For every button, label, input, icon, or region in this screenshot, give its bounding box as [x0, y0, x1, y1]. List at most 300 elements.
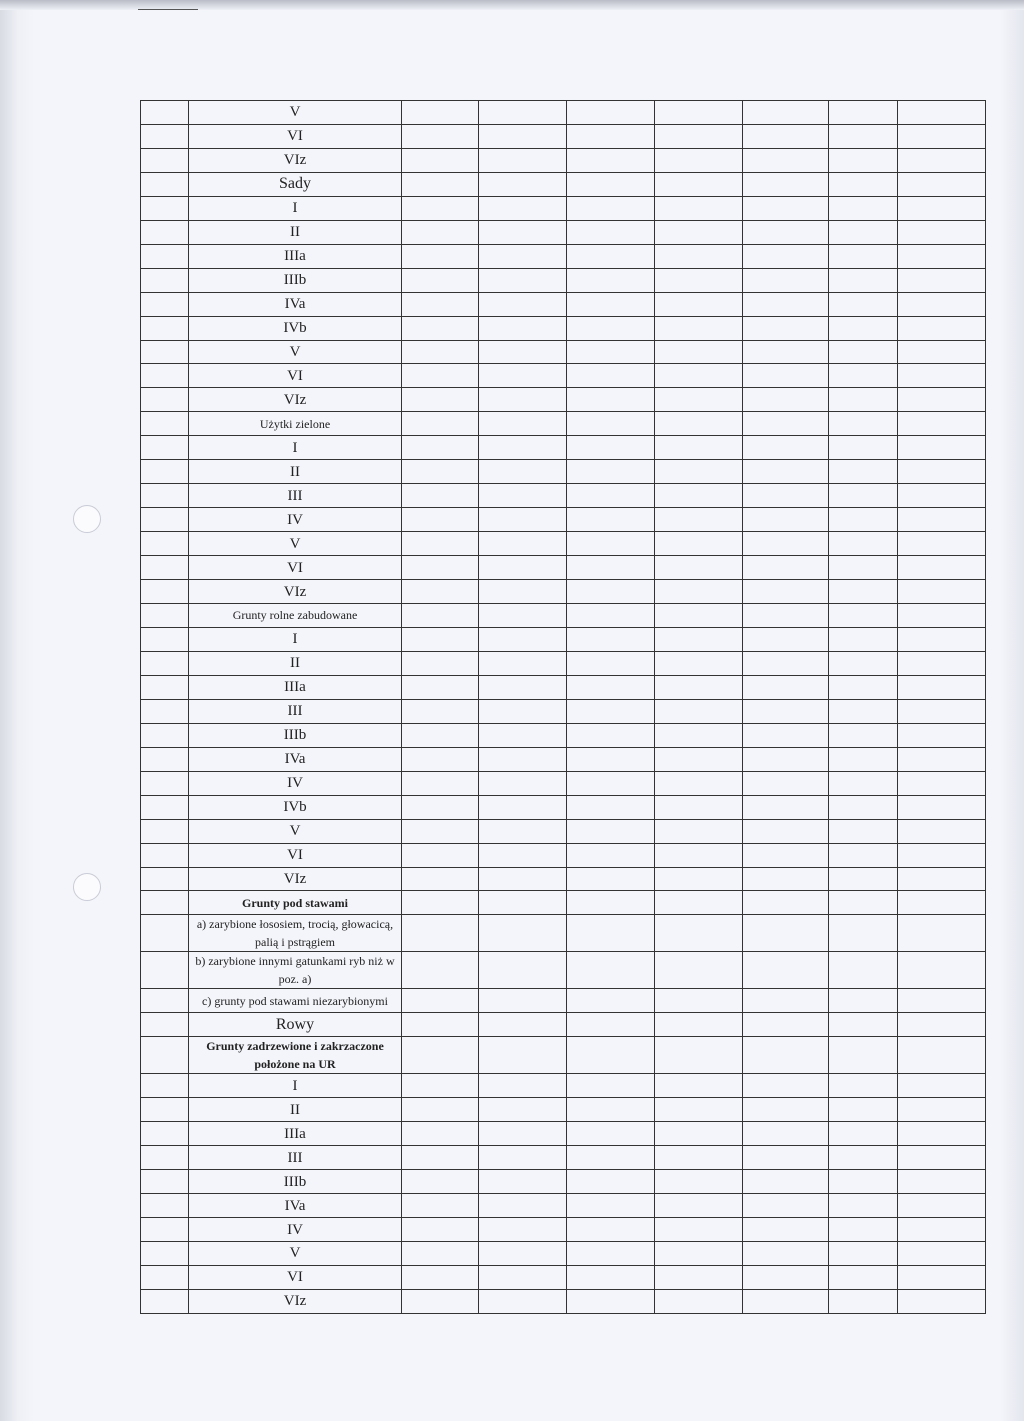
empty-value-cell [655, 508, 743, 532]
empty-value-cell [567, 627, 655, 651]
row-label: I [292, 631, 298, 648]
empty-value-cell [829, 148, 898, 172]
empty-value-cell [655, 556, 743, 580]
empty-value-cell [567, 747, 655, 771]
empty-value-cell [479, 172, 567, 196]
table-row [141, 723, 986, 747]
row-label-cell [189, 436, 402, 460]
empty-value-cell [743, 508, 829, 532]
empty-value-cell [829, 172, 898, 196]
row-label-cell [189, 651, 402, 675]
empty-value-cell [402, 1218, 479, 1242]
empty-value-cell [567, 532, 655, 556]
row-label-cell [189, 244, 402, 268]
row-label-cell [189, 532, 402, 556]
row-number-cell [141, 101, 189, 125]
empty-value-cell [567, 1170, 655, 1194]
empty-value-cell [479, 580, 567, 604]
empty-value-cell [655, 867, 743, 891]
empty-value-cell [743, 436, 829, 460]
row-number-cell [141, 148, 189, 172]
row-label-cell [189, 580, 402, 604]
empty-value-cell [567, 460, 655, 484]
table-row [141, 819, 986, 843]
empty-value-cell [567, 196, 655, 220]
empty-value-cell [479, 124, 567, 148]
row-label: V [289, 823, 301, 840]
row-label: Grunty rolne zabudowane [232, 608, 358, 623]
empty-value-cell [479, 1074, 567, 1098]
empty-value-cell [567, 388, 655, 412]
table-row [141, 580, 986, 604]
empty-value-cell [402, 412, 479, 436]
empty-value-cell [898, 952, 986, 989]
empty-value-cell [479, 244, 567, 268]
empty-value-cell [898, 412, 986, 436]
empty-value-cell [402, 795, 479, 819]
empty-value-cell [479, 1122, 567, 1146]
row-number-cell [141, 627, 189, 651]
empty-value-cell [402, 580, 479, 604]
empty-value-cell [898, 915, 986, 952]
empty-value-cell [479, 867, 567, 891]
row-number-cell [141, 1170, 189, 1194]
empty-value-cell [402, 556, 479, 580]
empty-value-cell [829, 867, 898, 891]
table-row [141, 532, 986, 556]
empty-value-cell [829, 1218, 898, 1242]
row-label: V [289, 535, 301, 552]
empty-value-cell [567, 771, 655, 795]
row-label-cell [189, 699, 402, 723]
empty-value-cell [743, 1146, 829, 1170]
table-row [141, 627, 986, 651]
empty-value-cell [743, 747, 829, 771]
empty-value-cell [567, 1289, 655, 1313]
row-label: III [287, 487, 303, 504]
row-label: IVb [283, 799, 307, 816]
empty-value-cell [743, 891, 829, 915]
row-label: IVa [284, 751, 306, 768]
empty-value-cell [898, 460, 986, 484]
row-label-cell [189, 1194, 402, 1218]
empty-value-cell [743, 532, 829, 556]
empty-value-cell [567, 484, 655, 508]
row-number-cell [141, 891, 189, 915]
empty-value-cell [655, 1037, 743, 1074]
table-row [141, 1146, 986, 1170]
table-row [141, 795, 986, 819]
empty-value-cell [402, 1170, 479, 1194]
row-label-cell [189, 148, 402, 172]
row-label-cell [189, 196, 402, 220]
empty-value-cell [655, 989, 743, 1013]
empty-value-cell [655, 1218, 743, 1242]
row-label-cell [189, 1037, 402, 1074]
empty-value-cell [479, 148, 567, 172]
row-label: V [289, 104, 301, 121]
empty-value-cell [655, 1194, 743, 1218]
row-label: III [287, 1149, 303, 1166]
empty-value-cell [402, 1146, 479, 1170]
empty-value-cell [479, 1265, 567, 1289]
row-label: IV [287, 775, 303, 792]
empty-value-cell [829, 1265, 898, 1289]
table-row [141, 771, 986, 795]
empty-value-cell [829, 989, 898, 1013]
empty-value-cell [829, 747, 898, 771]
empty-value-cell [567, 891, 655, 915]
empty-value-cell [567, 989, 655, 1013]
row-label: Sady [279, 175, 311, 193]
empty-value-cell [567, 952, 655, 989]
empty-value-cell [402, 268, 479, 292]
table-row [141, 891, 986, 915]
row-number-cell [141, 1194, 189, 1218]
empty-value-cell [479, 484, 567, 508]
empty-value-cell [479, 220, 567, 244]
row-label: IV [287, 511, 303, 528]
table-row [141, 1098, 986, 1122]
table-row [141, 1074, 986, 1098]
table-row [141, 484, 986, 508]
empty-value-cell [829, 795, 898, 819]
empty-value-cell [567, 867, 655, 891]
row-label-cell [189, 1146, 402, 1170]
row-number-cell [141, 1146, 189, 1170]
empty-value-cell [829, 460, 898, 484]
empty-value-cell [655, 484, 743, 508]
empty-value-cell [402, 1265, 479, 1289]
row-label-cell [189, 1122, 402, 1146]
empty-value-cell [898, 651, 986, 675]
empty-value-cell [402, 1241, 479, 1265]
empty-value-cell [567, 795, 655, 819]
empty-value-cell [655, 340, 743, 364]
empty-value-cell [898, 627, 986, 651]
table-row [141, 364, 986, 388]
empty-value-cell [479, 388, 567, 412]
empty-value-cell [655, 651, 743, 675]
table-row [141, 952, 986, 989]
empty-value-cell [898, 292, 986, 316]
empty-value-cell [655, 843, 743, 867]
empty-value-cell [829, 819, 898, 843]
empty-value-cell [743, 952, 829, 989]
empty-value-cell [567, 819, 655, 843]
empty-value-cell [898, 675, 986, 699]
row-label-cell [189, 172, 402, 196]
empty-value-cell [743, 1122, 829, 1146]
empty-value-cell [829, 1241, 898, 1265]
empty-value-cell [567, 580, 655, 604]
empty-value-cell [402, 747, 479, 771]
row-label: VI [287, 559, 303, 576]
row-number-cell [141, 675, 189, 699]
row-label-cell [189, 1289, 402, 1313]
empty-value-cell [898, 196, 986, 220]
empty-value-cell [898, 1098, 986, 1122]
table-row [141, 1122, 986, 1146]
empty-value-cell [655, 952, 743, 989]
table-row [141, 675, 986, 699]
empty-value-cell [655, 388, 743, 412]
empty-value-cell [898, 532, 986, 556]
row-number-cell [141, 268, 189, 292]
empty-value-cell [898, 1265, 986, 1289]
row-label-cell [189, 952, 402, 989]
empty-value-cell [567, 1146, 655, 1170]
empty-value-cell [402, 172, 479, 196]
row-label: III [287, 703, 303, 720]
row-label-cell [189, 484, 402, 508]
empty-value-cell [402, 989, 479, 1013]
empty-value-cell [829, 340, 898, 364]
empty-value-cell [743, 819, 829, 843]
empty-value-cell [898, 1013, 986, 1037]
empty-value-cell [402, 364, 479, 388]
row-label-cell [189, 604, 402, 628]
row-label: IVa [284, 296, 306, 313]
empty-value-cell [829, 101, 898, 125]
empty-value-cell [743, 172, 829, 196]
empty-value-cell [829, 484, 898, 508]
table-row [141, 1289, 986, 1313]
empty-value-cell [655, 316, 743, 340]
empty-value-cell [829, 1122, 898, 1146]
empty-value-cell [655, 1265, 743, 1289]
row-number-cell [141, 1037, 189, 1074]
empty-value-cell [479, 508, 567, 532]
empty-value-cell [567, 556, 655, 580]
empty-value-cell [567, 1074, 655, 1098]
row-label: VIz [283, 391, 307, 408]
empty-value-cell [898, 1194, 986, 1218]
row-label-cell [189, 364, 402, 388]
empty-value-cell [479, 101, 567, 125]
empty-value-cell [402, 388, 479, 412]
empty-value-cell [898, 843, 986, 867]
row-number-cell [141, 364, 189, 388]
row-label-cell [189, 723, 402, 747]
row-label-cell [189, 556, 402, 580]
row-number-cell [141, 1218, 189, 1242]
empty-value-cell [743, 340, 829, 364]
row-label-cell [189, 819, 402, 843]
row-label-cell [189, 1265, 402, 1289]
empty-value-cell [743, 268, 829, 292]
row-label: IIIa [284, 1125, 306, 1142]
empty-value-cell [655, 244, 743, 268]
empty-value-cell [743, 1218, 829, 1242]
empty-value-cell [402, 292, 479, 316]
row-number-cell [141, 1122, 189, 1146]
empty-value-cell [898, 244, 986, 268]
empty-value-cell [898, 316, 986, 340]
table-row [141, 101, 986, 125]
empty-value-cell [479, 1146, 567, 1170]
empty-value-cell [898, 1122, 986, 1146]
row-label: I [292, 200, 298, 217]
empty-value-cell [479, 747, 567, 771]
row-number-cell [141, 292, 189, 316]
row-number-cell [141, 388, 189, 412]
empty-value-cell [402, 196, 479, 220]
empty-value-cell [655, 1013, 743, 1037]
table-row [141, 340, 986, 364]
table-row [141, 316, 986, 340]
empty-value-cell [743, 1074, 829, 1098]
empty-value-cell [829, 364, 898, 388]
empty-value-cell [479, 1170, 567, 1194]
row-number-cell [141, 651, 189, 675]
empty-value-cell [898, 340, 986, 364]
empty-value-cell [743, 1013, 829, 1037]
row-label: V [289, 1245, 301, 1262]
punch-hole-lower [73, 873, 101, 901]
table-row [141, 1170, 986, 1194]
row-label: I [292, 1077, 298, 1094]
empty-value-cell [655, 1098, 743, 1122]
empty-value-cell [829, 220, 898, 244]
empty-value-cell [829, 1289, 898, 1313]
empty-value-cell [479, 460, 567, 484]
empty-value-cell [829, 508, 898, 532]
empty-value-cell [743, 989, 829, 1013]
table-row [141, 196, 986, 220]
empty-value-cell [479, 651, 567, 675]
empty-value-cell [829, 556, 898, 580]
empty-value-cell [402, 1074, 479, 1098]
empty-value-cell [655, 196, 743, 220]
empty-value-cell [898, 1037, 986, 1074]
empty-value-cell [743, 795, 829, 819]
empty-value-cell [743, 148, 829, 172]
empty-value-cell [567, 268, 655, 292]
empty-value-cell [479, 1241, 567, 1265]
empty-value-cell [898, 795, 986, 819]
empty-value-cell [743, 604, 829, 628]
row-label-cell [189, 891, 402, 915]
row-number-cell [141, 604, 189, 628]
empty-value-cell [567, 148, 655, 172]
empty-value-cell [479, 1194, 567, 1218]
row-label: VIz [283, 583, 307, 600]
table-row [141, 604, 986, 628]
row-number-cell [141, 819, 189, 843]
row-number-cell [141, 1289, 189, 1313]
empty-value-cell [655, 891, 743, 915]
empty-value-cell [402, 460, 479, 484]
empty-value-cell [743, 1194, 829, 1218]
empty-value-cell [479, 556, 567, 580]
land-classification-table [140, 100, 985, 1310]
row-label-cell [189, 340, 402, 364]
empty-value-cell [479, 699, 567, 723]
empty-value-cell [655, 723, 743, 747]
row-label: II [290, 224, 300, 241]
table-row [141, 1037, 986, 1074]
table-row [141, 460, 986, 484]
empty-value-cell [743, 292, 829, 316]
row-label: Grunty pod stawami [241, 895, 348, 910]
row-label-cell [189, 1241, 402, 1265]
empty-value-cell [743, 843, 829, 867]
table-row [141, 508, 986, 532]
empty-value-cell [567, 101, 655, 125]
table-body [141, 101, 986, 1314]
row-label-cell [189, 1098, 402, 1122]
empty-value-cell [898, 891, 986, 915]
empty-value-cell [402, 1037, 479, 1074]
row-number-cell [141, 1013, 189, 1037]
empty-value-cell [829, 675, 898, 699]
row-label: Użytki zielone [259, 416, 331, 431]
empty-value-cell [829, 651, 898, 675]
empty-value-cell [898, 1146, 986, 1170]
empty-value-cell [567, 124, 655, 148]
empty-value-cell [829, 699, 898, 723]
row-label: IIIb [283, 272, 307, 289]
table-row [141, 1013, 986, 1037]
row-label: IV [287, 1221, 303, 1238]
empty-value-cell [479, 771, 567, 795]
empty-value-cell [829, 316, 898, 340]
row-label: VI [287, 847, 303, 864]
empty-value-cell [567, 1194, 655, 1218]
row-label-cell [189, 1013, 402, 1037]
empty-value-cell [567, 1122, 655, 1146]
empty-value-cell [567, 843, 655, 867]
empty-value-cell [402, 1122, 479, 1146]
empty-value-cell [743, 1098, 829, 1122]
empty-value-cell [402, 436, 479, 460]
empty-value-cell [655, 124, 743, 148]
empty-value-cell [402, 723, 479, 747]
empty-value-cell [402, 508, 479, 532]
empty-value-cell [655, 460, 743, 484]
row-label: Grunty zadrzewione i zakrzaczone położone na UR [206, 1039, 384, 1072]
row-label-cell [189, 412, 402, 436]
empty-value-cell [898, 172, 986, 196]
empty-value-cell [402, 1098, 479, 1122]
empty-value-cell [655, 220, 743, 244]
empty-value-cell [743, 124, 829, 148]
row-number-cell [141, 172, 189, 196]
empty-value-cell [829, 1074, 898, 1098]
empty-value-cell [743, 364, 829, 388]
empty-value-cell [655, 627, 743, 651]
row-label-cell [189, 292, 402, 316]
empty-value-cell [402, 124, 479, 148]
empty-value-cell [898, 508, 986, 532]
table-row [141, 843, 986, 867]
empty-value-cell [743, 867, 829, 891]
empty-value-cell [567, 292, 655, 316]
row-number-cell [141, 556, 189, 580]
table-row [141, 915, 986, 952]
empty-value-cell [655, 148, 743, 172]
empty-value-cell [479, 268, 567, 292]
empty-value-cell [743, 484, 829, 508]
land-table [140, 100, 986, 1314]
row-label: II [290, 655, 300, 672]
row-label-cell [189, 675, 402, 699]
empty-value-cell [402, 675, 479, 699]
empty-value-cell [898, 771, 986, 795]
row-label: VI [287, 1269, 303, 1286]
empty-value-cell [898, 1241, 986, 1265]
